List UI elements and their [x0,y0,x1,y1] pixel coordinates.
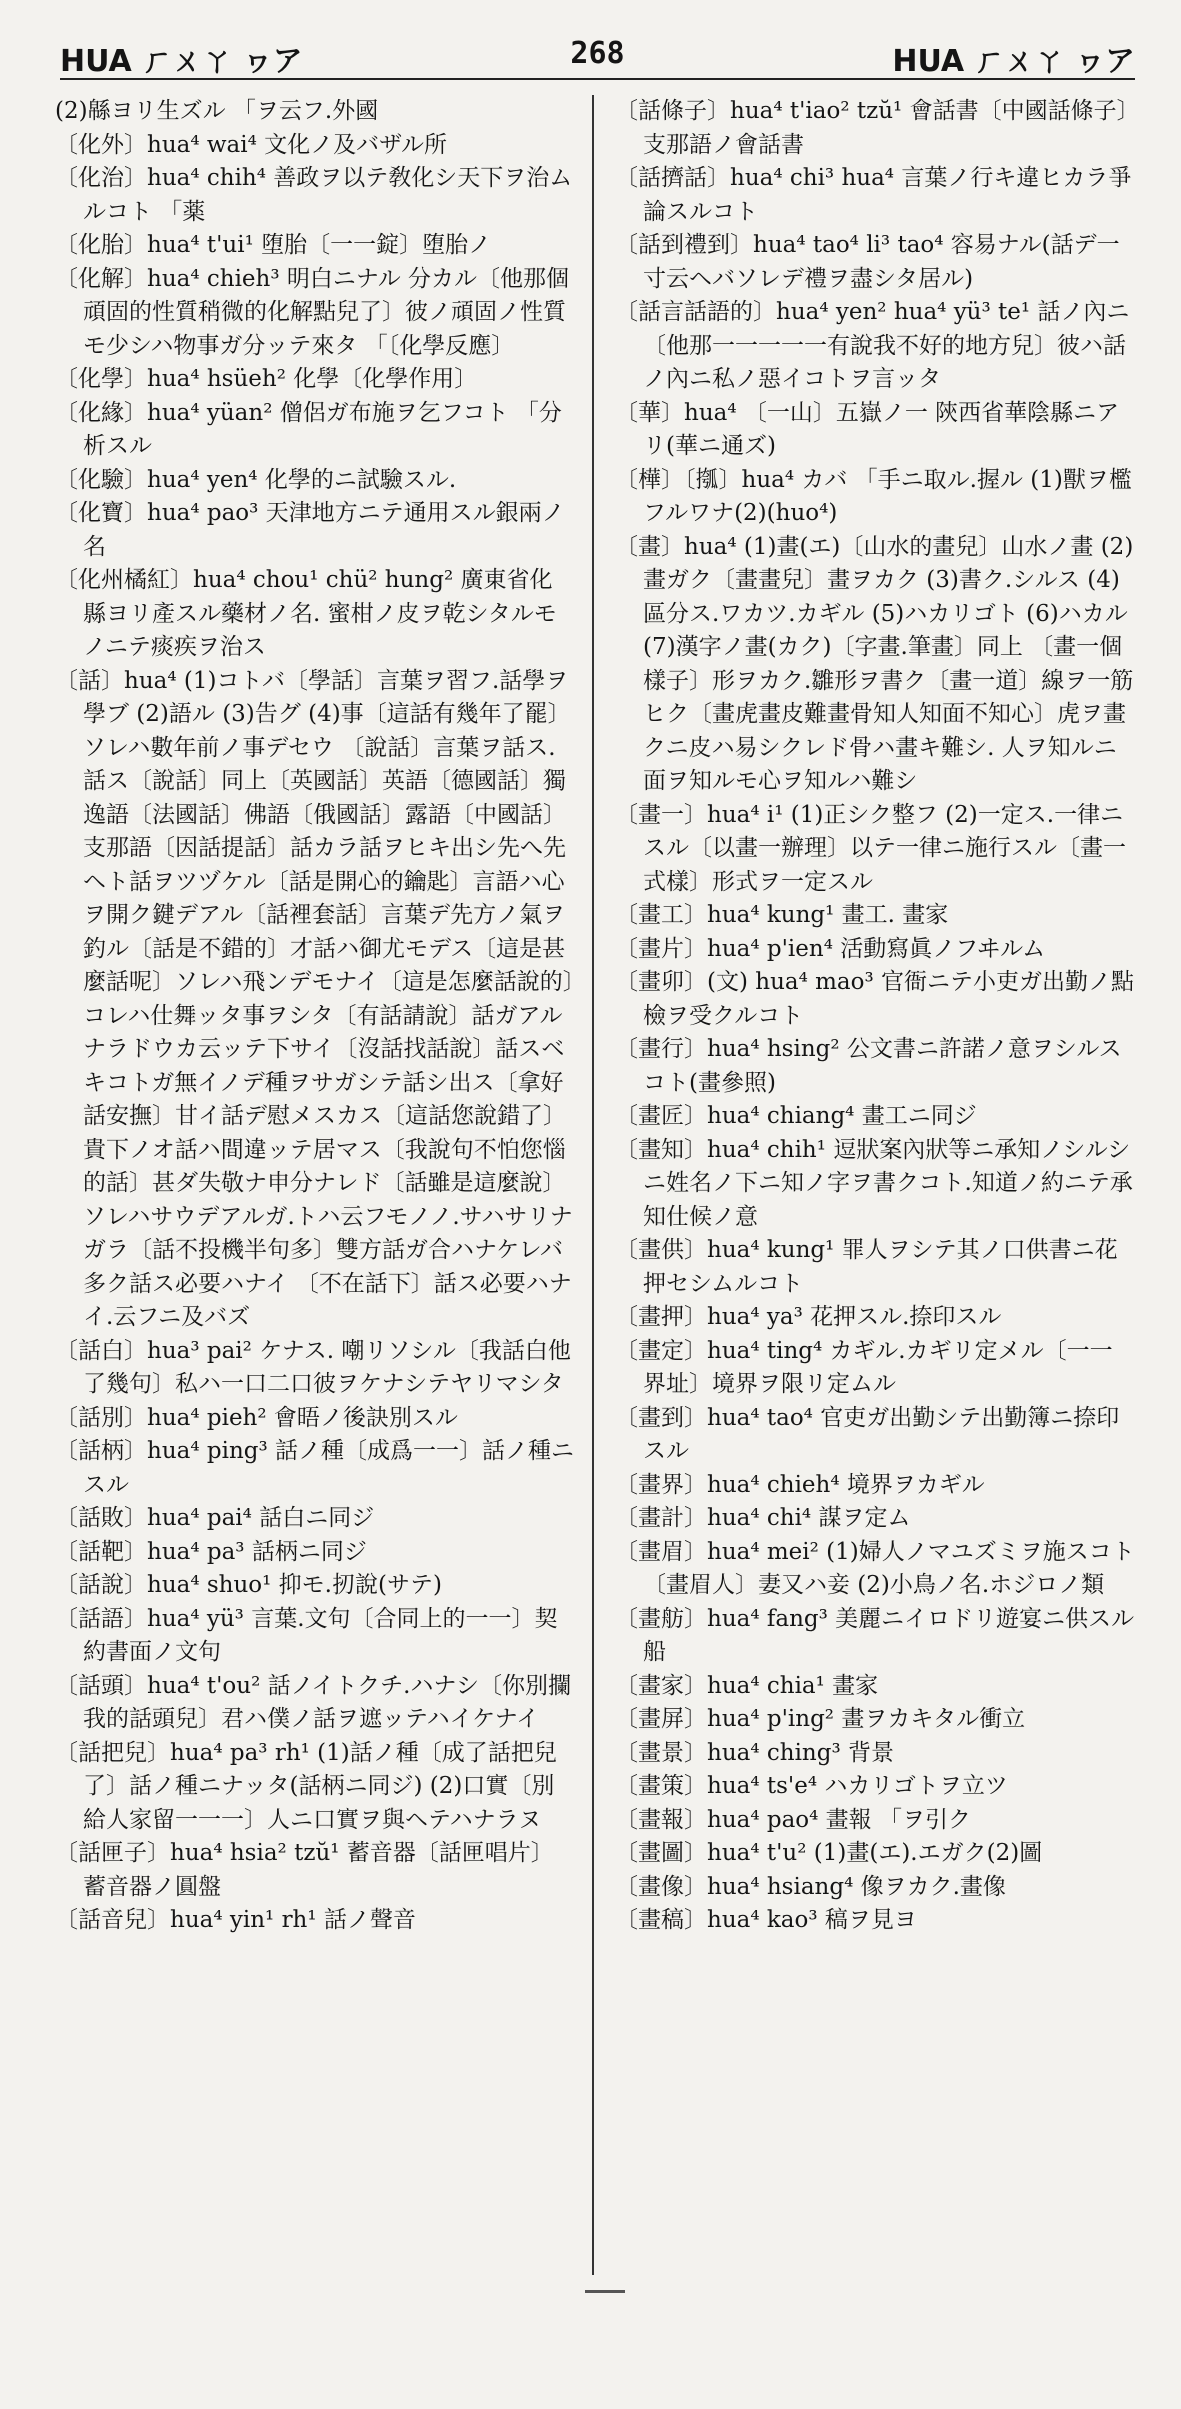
entry: 〔畫工〕hua⁴ kung¹ 畫工. 畫家 [615,902,949,928]
entry: 〔話柄〕hua⁴ ping³ 話ノ種〔成爲一一〕話ノ種ニスル [55,1438,575,1498]
entry: 〔話靶〕hua⁴ pa³ 話柄ニ同ジ [55,1538,367,1565]
entry: 〔畫匠〕hua⁴ chiang⁴ 畫工ニ同ジ [615,1103,977,1129]
footer-rule [585,2290,625,2293]
entry: 〔畫計〕hua⁴ chi⁴ 謀ヲ定ム [615,1505,911,1531]
entry: 〔化學〕hua⁴ hsüeh² 化學〔化學作用〕 [55,366,478,392]
entry-headword-hua-mountain: 〔華〕hua⁴ 〔一山〕五嶽ノ一 陝西省華陰縣ニアリ(華ニ通ズ) [615,399,1120,459]
left-column [55,95,575,2360]
entry: 〔話到禮到〕hua⁴ tao⁴ li³ tao⁴ 容易ナル(話デ一寸云ヘバソレデ禮ヲ盡シタ居ル) [615,232,1120,292]
entry: 〔話條子〕hua⁴ t'iao² tzŭ¹ 會話書〔中國話條子〕支那語ノ會話書 [615,98,1129,158]
page-header [60,30,1135,80]
entry: 〔化緣〕hua⁴ yüan² 僧侶ガ布施ヲ乞フコト 「分析スル [55,399,562,459]
entry: 〔畫眉〕hua⁴ mei² (1)婦人ノマユズミヲ施スコト〔畫眉人〕妻又ハ妾 (2)小鳥ノ名.ホジロノ類 [615,1538,1135,1598]
entry: 〔話別〕hua⁴ pieh² 會晤ノ後訣別スル [55,1404,458,1431]
entry: 〔畫策〕hua⁴ ts'e⁴ ハカリゴトヲ立ツ [615,1773,1008,1799]
entry: 〔化解〕hua⁴ chieh³ 明白ニナル 分カル〔他那個頑固的性質稍微的化解點兒了〕彼ノ頑固ノ性質モ少シハ物事ガ分ッテ來タ 「〔化學反應〕 [55,265,570,359]
entry-headword-hua-picture: 〔畫〕hua⁴ (1)畫(エ)〔山水的畫兒〕山水ノ畫 (2)畫ガク〔畫畫兒〕畫ヲカク (3)書ク.シルス (4)區分ス.ワカツ.カギル (5)ハカリゴト (6)ハカル (7)漢字ノ畫(カク)〔字畫.筆畫〕同上 〔畫一個樣子〕形ヲカク.雛形ヲ書ク〔畫一道〕線ヲ一筋ヒク〔畫虎畫皮難畫骨知人知面不知心〕虎ヲ畫クニ皮ハ易シクレド骨ハ畫キ難シ. 人ヲ知ルニ面ヲ知ルモ心ヲ知ルハ難シ [615,533,1134,794]
header-left-label: HUA ㄏㄨㄚ ヮア [60,44,303,79]
entry: 〔話言話語的〕hua⁴ yen² hua⁴ yü³ te¹ 話ノ內ニ〔他那一一一一一有說我不好的地方兒〕彼ハ話ノ內ニ私ノ惡イコトヲ言ッタ [615,299,1130,392]
dictionary-columns [55,95,1135,2360]
entry: 〔話語〕hua⁴ yü³ 言葉.文句〔合同上的一一〕契約書面ノ文句 [55,1605,558,1665]
header-right-label: HUA ㄏㄨㄚ ヮア [892,44,1135,79]
entry: 〔畫卯〕(文) hua⁴ mao³ 官衙ニテ小吏ガ出勤ノ點檢ヲ受クルコト [615,969,1135,1029]
entry: 〔畫家〕hua⁴ chia¹ 畫家 [615,1672,879,1699]
entry: 〔話匣子〕hua⁴ hsia² tzŭ¹ 蓄音器〔話匣唱片〕蓄音器ノ圓盤 [55,1840,554,1900]
entry: 〔畫稿〕hua⁴ kao³ 稿ヲ見ヨ [615,1907,917,1933]
entry: 〔化寶〕hua⁴ pao³ 天津地方ニテ通用スル銀兩ノ名 [55,500,565,560]
entry: 〔話擠話〕hua⁴ chi³ hua⁴ 言葉ノ行キ違ヒカラ爭論スルコト [615,165,1132,225]
entry: 〔化外〕hua⁴ wai⁴ 文化ノ及バザル所 [55,131,448,158]
entry: 〔化州橘紅〕hua⁴ chou¹ chü² hung² 廣東省化縣ヨリ產スル藥材ノ名. 蜜柑ノ皮ヲ乾シタルモノニテ痰疾ヲ治ス [55,567,557,660]
entry: 〔畫屏〕hua⁴ p'ing² 畫ヲカキタル衝立 [615,1706,1026,1732]
entry: 〔話說〕hua⁴ shuo¹ 抑モ.扨說(サテ) [55,1572,442,1598]
entry: 〔畫圖〕hua⁴ t'u² (1)畫(エ).エガク(2)圖 [615,1840,1043,1866]
entry: 〔化胎〕hua⁴ t'ui¹ 堕胎〔一一錠〕堕胎ノ [55,232,492,258]
right-column [615,95,1135,2360]
entry: 〔化治〕hua⁴ chih⁴ 善政ヲ以テ敎化シ天下ヲ治ムルコト 「薬 [55,165,573,225]
page-number: 268 [570,36,625,71]
entry: 〔話把兒〕hua⁴ pa³ rh¹ (1)話ノ種〔成了話把兒了〕話ノ種ニナッタ(話柄ニ同ジ) (2)口實〔別給人家留一一一〕人ニ口實ヲ與ヘテハナラヌ [55,1739,557,1833]
entry: 〔話白〕hua³ pai² ケナス. 嘲リソシル〔我話白他了幾句〕私ハ一口二口彼ヲケナシテヤリマシタ [55,1337,571,1397]
entry: 〔畫片〕hua⁴ p'ien⁴ 活動寫眞ノフヰルム [615,935,1046,962]
entry: 〔畫供〕hua⁴ kung¹ 罪人ヲシテ其ノ口供書ニ花押セシムルコト [615,1237,1118,1297]
entry: 〔畫一〕hua⁴ i¹ (1)正シク整フ (2)一定ス.一律ニスル〔以畫一辦理〕以テ一律ニ施行スル〔畫一式樣〕形式ヲ一定スル [615,801,1126,895]
entry: 〔畫定〕hua⁴ ting⁴ カギル.カギリ定メル〔一一界址〕境界ヲ限リ定ムル [615,1337,1113,1397]
entry: 〔畫界〕hua⁴ chieh⁴ 境界ヲカギル [615,1471,985,1498]
entry: 〔畫景〕hua⁴ ching³ 背景 [615,1739,894,1766]
entry: 〔畫舫〕hua⁴ fang³ 美麗ニイロドリ遊宴ニ供スル船 [615,1605,1135,1665]
entry: (2)緜ヨリ生ズル 「ヲ云フ.外國 [55,98,379,124]
entry: 〔畫到〕hua⁴ tao⁴ 官吏ガ出勤シテ出勤簿ニ捺印スル [615,1404,1120,1464]
entry: 〔話音兒〕hua⁴ yin¹ rh¹ 話ノ聲音 [55,1907,416,1933]
entry: 〔畫行〕hua⁴ hsing² 公文書ニ許諾ノ意ヲシルスコト(畫參照) [615,1036,1122,1096]
entry: 〔話頭〕hua⁴ t'ou² 話ノイトクチ.ハナシ〔你別攔我的話頭兒〕君ハ僕ノ話ヲ遮ッテハイケナイ [55,1672,571,1732]
entry: 〔畫知〕hua⁴ chih¹ 逗狀案內狀等ニ承知ノシルシニ姓名ノ下ニ知ノ字ヲ書クコト.知道ノ約ニテ承知仕候ノ意 [615,1136,1133,1230]
entry: 〔畫像〕hua⁴ hsiang⁴ 像ヲカク.畫像 [615,1873,1006,1900]
entry-headword-hua: 〔話〕hua⁴ (1)コトバ〔學話〕言葉ヲ習フ.話學ヲ學ブ (2)語ル (3)告グ (4)事〔這話有幾年了罷〕ソレハ數年前ノ事デセウ 〔說話〕言葉ヲ話ス.話ス〔說話〕同上〔英國話〕英語〔德國話〕獨逸語〔法國話〕佛語〔俄國話〕露語〔中國話〕支那語〔因話提話〕話カラ話ヲヒキ出シ先へ先ヘト話ヲツヅケル〔話是開心的鑰匙〕言語ハ心ヲ開ク鍵デアル〔話裡套話〕言葉デ先方ノ氣ヲ釣ル〔話是不錯的〕才話ハ御尤モデス〔這是甚麼話呢〕ソレハ飛ンデモナイ〔這是怎麼話說的〕コレハ仕舞ッタ事ヲシタ〔有話請說〕話ガアルナラドウカ云ッテ下サイ〔沒話找話說〕話スベキコトガ無イノデ種ヲサガシテ話シ出ス〔拿好話安撫〕甘イ話デ慰メスカス〔這話您說錯了〕貴下ノオ話ハ間違ッテ居マス〔我說句不怕您惱的話〕甚ダ失敬ナ申分ナレド〔話雖是這麼說〕ソレハサウデアルガ.トハ云フモノノ.サハサリナガラ〔話不投機半句多〕雙方話ガ合ハナケレバ多ク話ス必要ハナイ 〔不在話下〕話ス必要ハナイ.云フニ及バズ [55,667,575,1330]
entry-headword-hua-birch: 〔樺〕〔摦〕hua⁴ カバ 「手ニ取ル.握ル (1)獸ヲ檻フルワナ(2)(huo⁴) [615,466,1132,526]
entry: 〔化驗〕hua⁴ yen⁴ 化學的ニ試驗スル. [55,466,457,493]
entry: 〔話敗〕hua⁴ pai⁴ 話白ニ同ジ [55,1505,375,1531]
entry: 〔畫押〕hua⁴ ya³ 花押スル.捺印スル [615,1304,1002,1330]
entry: 〔畫報〕hua⁴ pao⁴ 畫報 「ヲ引ク [615,1806,971,1833]
